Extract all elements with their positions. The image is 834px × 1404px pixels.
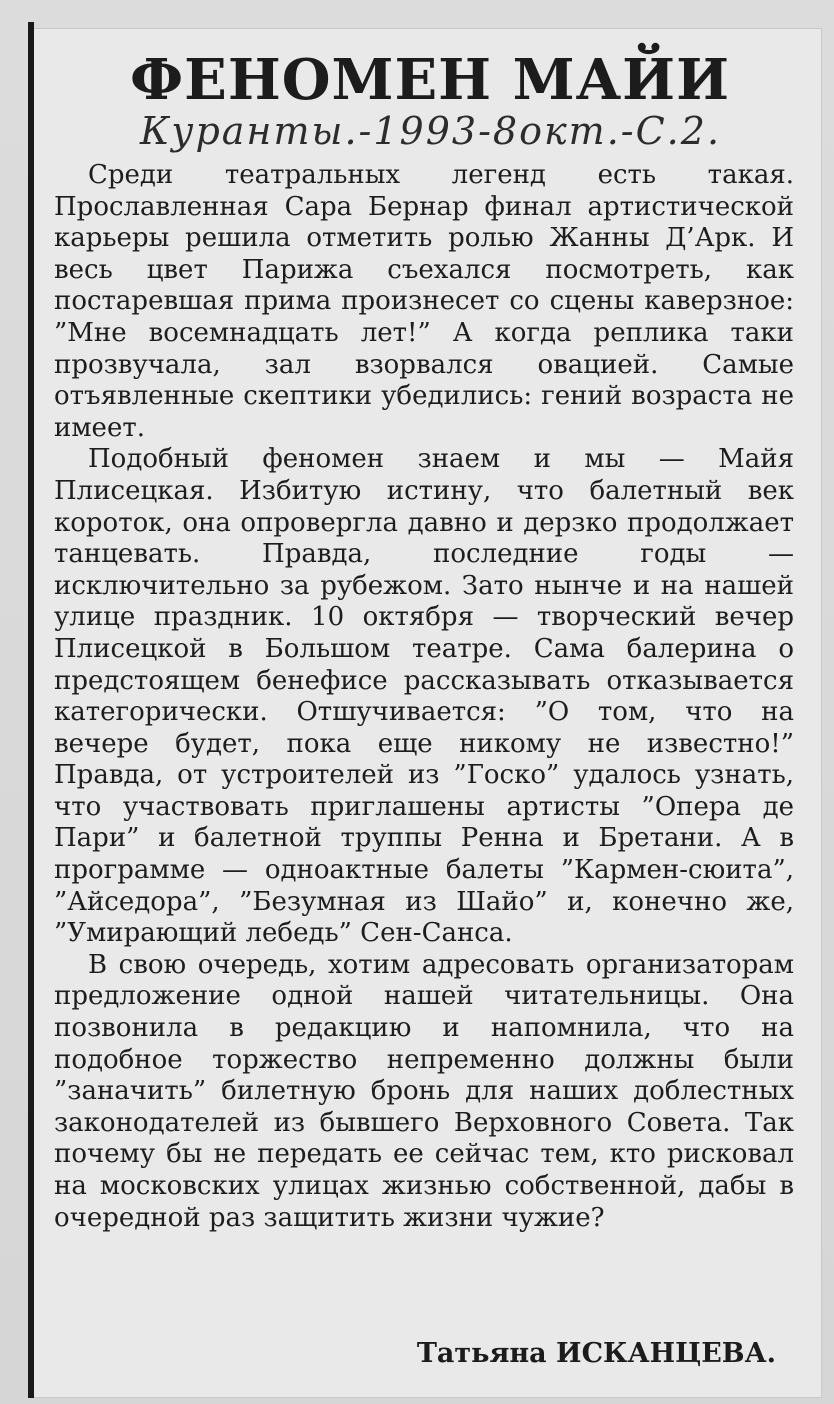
article-paragraph: В свою очередь, хотим адресовать организаторам предложение одной нашей читательницы. Она позвонила в редакцию и напомнила, что на подобное торжество непременно должны были ”заначить” билетную бронь для наших доблестных законодателей из бывшего Верховного Совета. Так почему бы не передать ее сейчас тем, кто рисковал на московских улицах жизнью собственной, дабы в очередной раз защитить жизни чужие? <box>54 949 794 1233</box>
clipping-left-edge <box>28 22 34 1398</box>
article-body <box>54 160 794 1234</box>
article-byline: Татьяна ИСКАНЦЕВА. <box>416 1338 776 1369</box>
handwritten-source-note: Куранты.-1993-8окт.-С.2. <box>140 109 722 153</box>
article-paragraph: Среди театральных легенд есть такая. Прославленная Сара Бернар финал артистической карьеры решила отметить ролью Жанны Д’Арк. И весь цвет Парижа съехался посмотреть, как постаревшая прима произнесет со сцены каверзное: ”Мне восемнадцать лет!” А когда реплика таки прозвучала, зал взорвался овацией. Самые отъявленные скептики убедились: гений возраста не имеет. <box>54 160 794 443</box>
article-headline: ФЕНОМЕН МАЙИ <box>130 47 730 113</box>
article-paragraph: Подобный феномен знаем и мы — Майя Плисецкая. Избитую истину, что балетный век короток, она опровергла давно и дерзко продолжает танцевать. Правда, последние годы — исключительно за рубежом. Зато нынче и на нашей улице праздник. 10 октября — творческий вечер Плисецкой в Большом театре. Сама балерина о предстоящем бенефисе рассказывать отказывается категорически. Отшучивается: ”О том, что на вечере будет, пока еще никому не известно!” Правда, от устроителей из ”Госко” удалось узнать, что участвовать приглашены артисты ”Опера де Пари” и балетной труппы Ренна и Бретани. А в программе — одноактные балеты ”Кармен-сюита”, ”Айседора”, ”Безумная из Шайо” и, конечно же, ”Умирающий лебедь” Сен-Санса. <box>54 444 794 949</box>
